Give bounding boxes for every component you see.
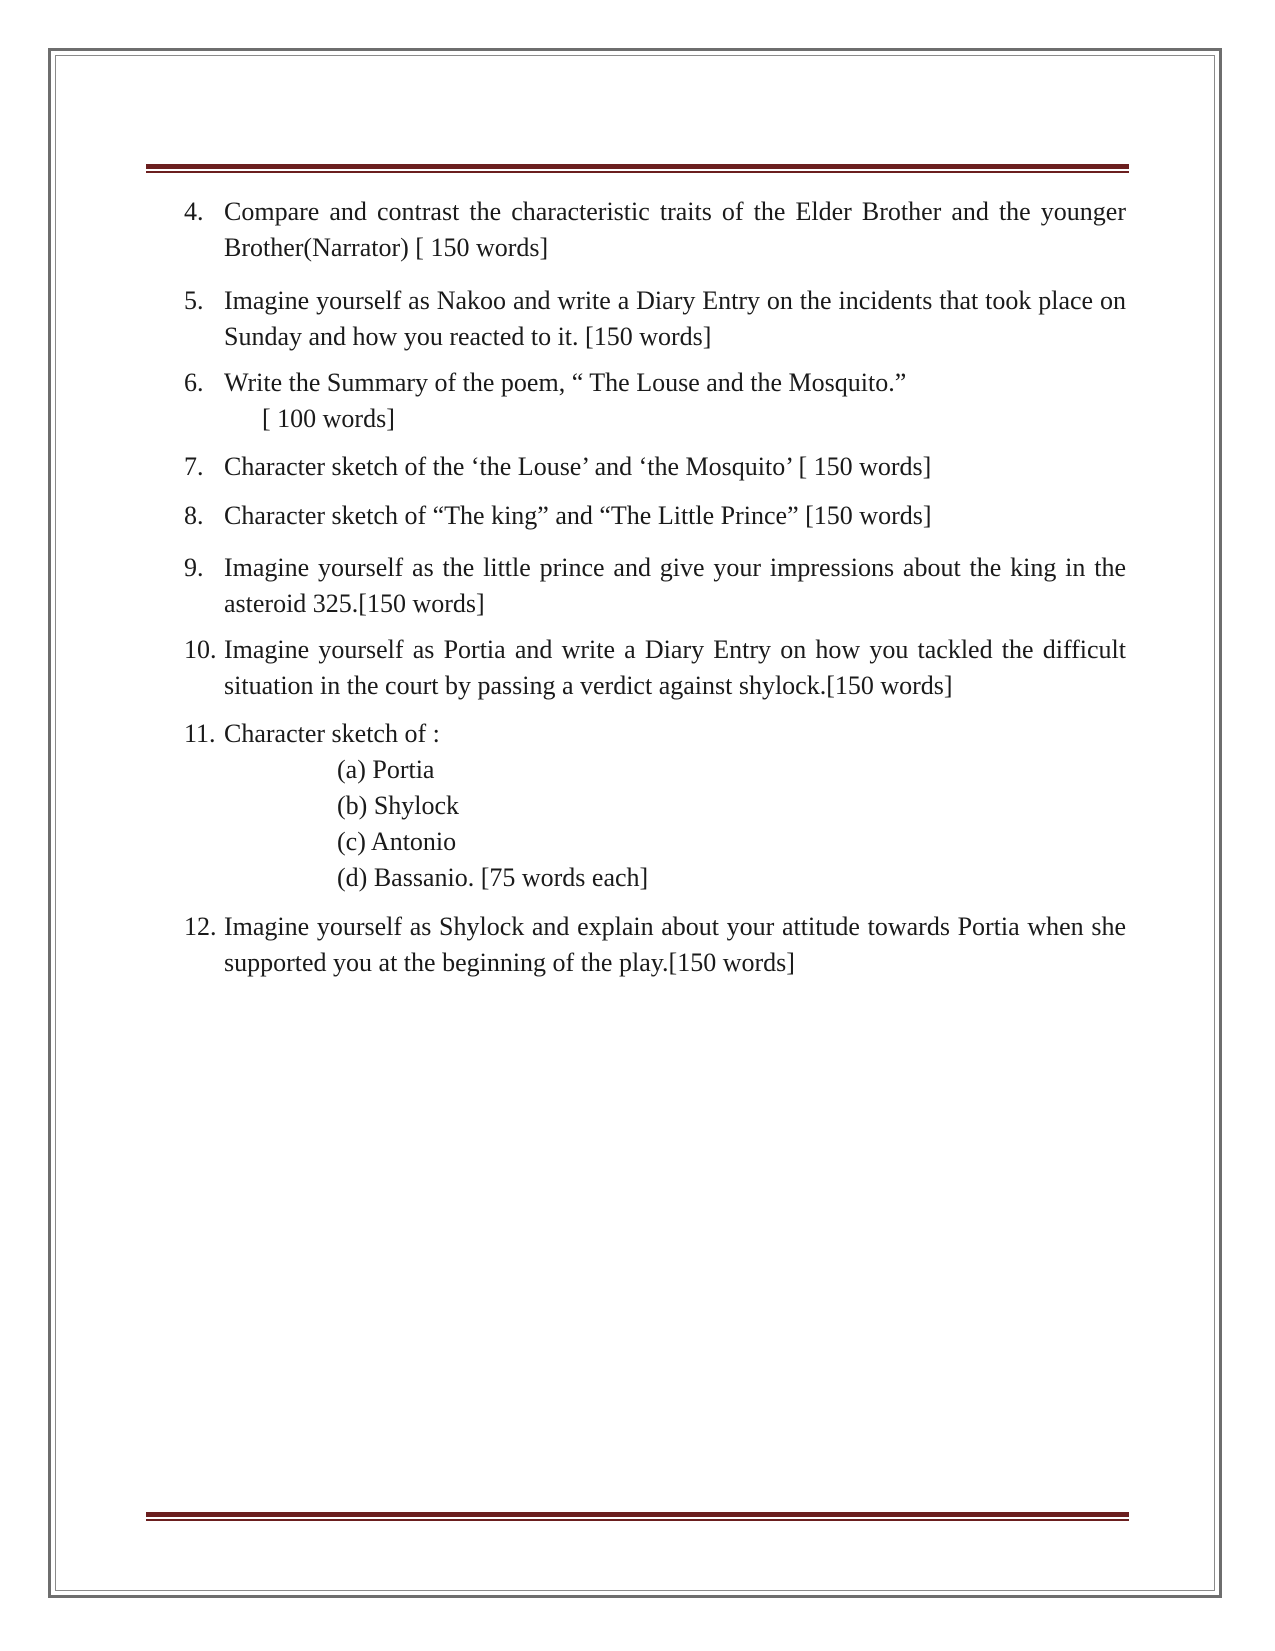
footer-rule — [146, 1512, 1129, 1521]
sub-item-bassanio: (d) Bassanio. [75 words each] — [337, 863, 649, 892]
question-item — [184, 716, 1126, 896]
header-rule — [146, 164, 1129, 173]
question-item — [184, 498, 1126, 534]
question-item — [184, 449, 1126, 485]
question-number: 12. — [184, 912, 217, 941]
question-number: 7. — [184, 452, 204, 481]
question-number: 6. — [184, 368, 204, 397]
question-text: Character sketch of “The king” and “The Little Prince” [150 words] — [224, 501, 932, 530]
question-number: 5. — [184, 286, 204, 315]
question-text: Character sketch of : — [224, 719, 440, 748]
question-text: Imagine yourself as Portia and write a Diary Entry on how you tackled the difficult situation in the court by passing a verdict against shylock.[150 words] — [224, 635, 1126, 700]
question-item — [184, 909, 1126, 981]
question-text: Imagine yourself as Nakoo and write a Diary Entry on the incidents that took place on Sunday and how you reacted to it. [150 words] — [224, 286, 1126, 351]
sub-item-shylock: (b) Shylock — [337, 791, 460, 820]
question-item — [184, 632, 1126, 704]
question-number: 8. — [184, 501, 204, 530]
question-item — [184, 550, 1126, 622]
sub-item-portia: (a) Portia — [337, 755, 435, 784]
question-text: Character sketch of the ‘the Louse’ and ‘the Mosquito’ [ 150 words] — [224, 452, 932, 481]
question-item — [184, 194, 1126, 266]
question-number: 10. — [184, 635, 217, 664]
question-number: 9. — [184, 553, 204, 582]
question-text: Imagine yourself as the little prince and give your impressions about the king in the asteroid 325.[150 words] — [224, 553, 1126, 618]
question-text: Write the Summary of the poem, “ The Louse and the Mosquito.” — [224, 368, 907, 397]
word-limit-note: [ 100 words] — [262, 404, 395, 433]
sub-item-antonio: (c) Antonio — [337, 827, 457, 856]
question-number: 4. — [184, 197, 204, 226]
sub-item-list — [224, 752, 1126, 896]
question-item — [184, 283, 1126, 355]
question-text: Compare and contrast the characteristic traits of the Elder Brother and the younger Brother(Narrator) [ 150 words] — [224, 197, 1126, 262]
question-number: 11. — [184, 719, 216, 748]
question-list — [184, 194, 1126, 981]
question-text: Imagine yourself as Shylock and explain about your attitude towards Portia when she supported you at the beginning of the play.[150 words] — [224, 912, 1126, 977]
question-item — [184, 365, 1126, 437]
